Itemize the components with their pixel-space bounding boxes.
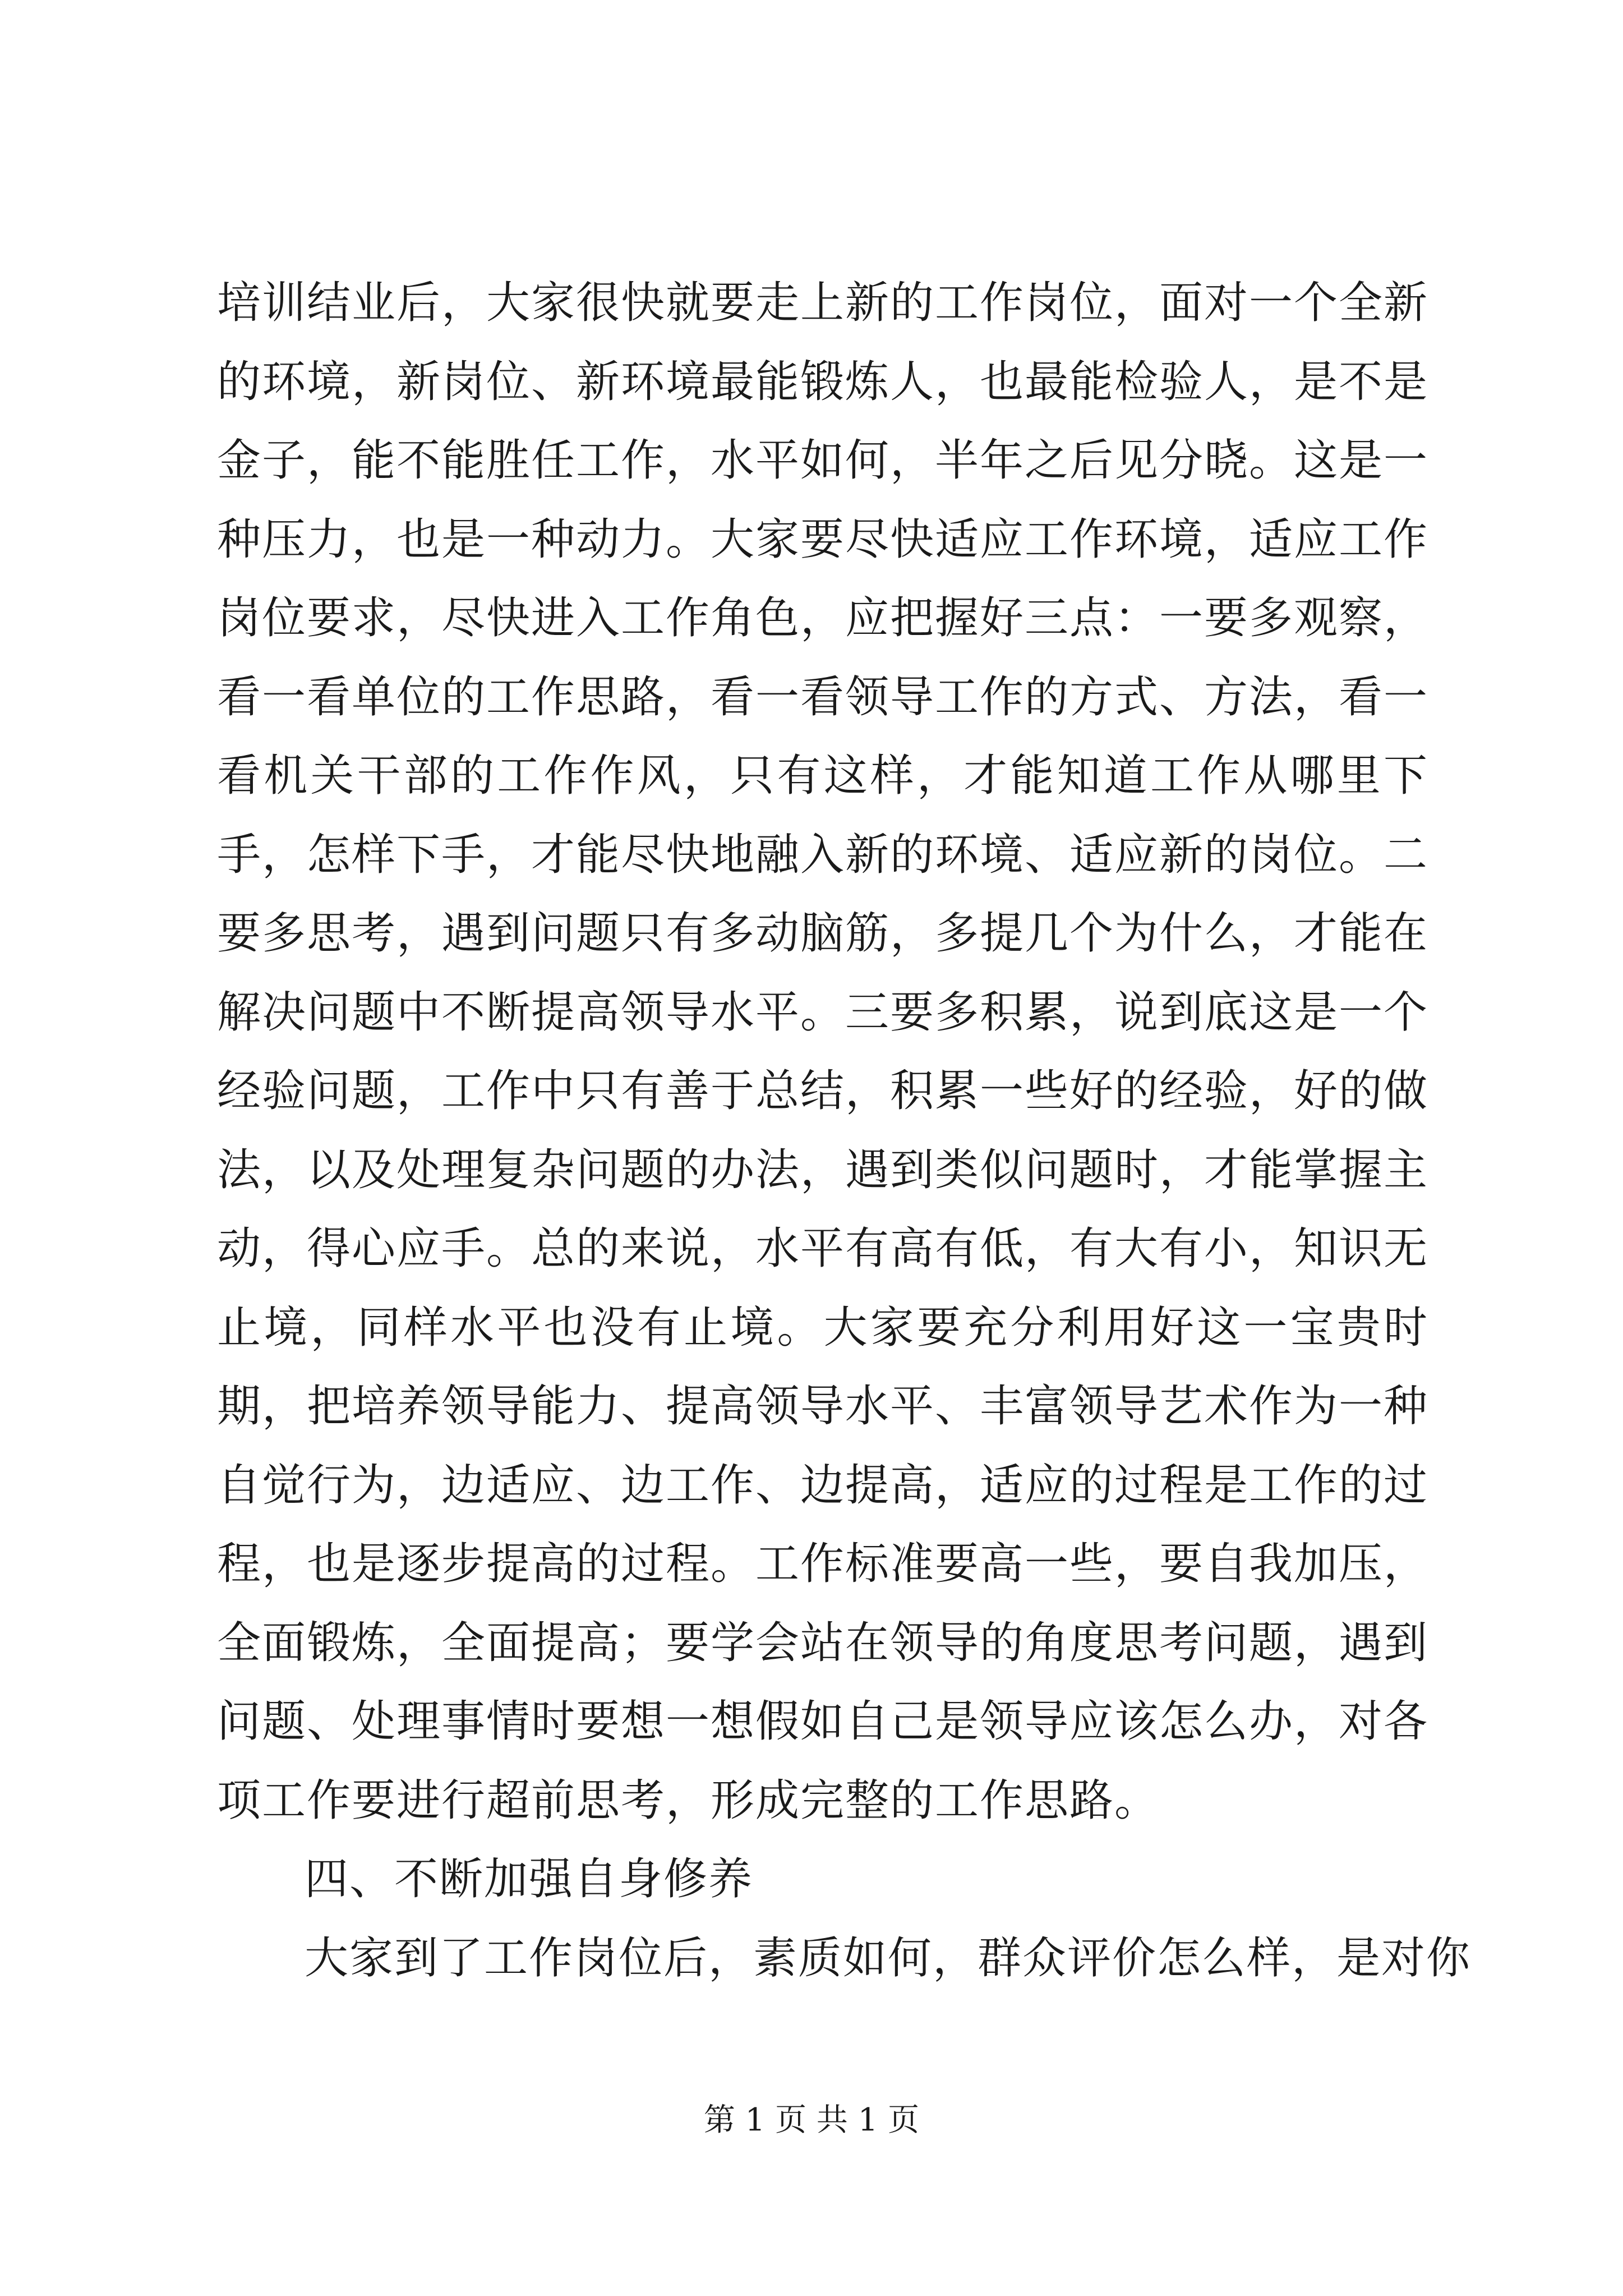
- section-heading: 四、不断加强自身修养: [305, 1854, 754, 1904]
- document-body: [217, 264, 1472, 1998]
- next-paragraph: 大家到了工作岗位后，素质如何，群众评价怎么样，是对你: [305, 1932, 1472, 1984]
- page-footer: 第 1 页 共 1 页: [703, 2102, 920, 2138]
- main-paragraph: 培训结业后，大家很快就要走上新的工作岗位，面对一个全新的环境，新岗位、新环境最能锻炼人，也最能检验人，是不是金子，能不能胜任工作，水平如何，半年之后见分晓。这是一种压力，也是一种动力。大家要尽快适应工作环境，适应工作岗位要求，尽快进入工作角色，应把握好三点：一要多观察，看一看单位的工作思路，看一看领导工作的方式、方法，看一看机关干部的工作作风，只有这样，才能知道工作从哪里下手，怎样下手，才能尽快地融入新的环境、适应新的岗位。二要多思考，遇到问题只有多动脑筋，多提几个为什么，才能在解决问题中不断提高领导水平。三要多积累，说到底这是一个经验问题，工作中只有善于总结，积累一些好的经验，好的做法，以及处理复杂问题的办法，遇到类似问题时，才能掌握主动，得心应手。总的来说，水平有高有低，有大有小，知识无止境，同样水平也没有止境。大家要充分利用好这一宝贵时期，把培养领导能力、提高领导水平、丰富领导艺术作为一种自觉行为，边适应、边工作、边提高，适应的过程是工作的过程，也是逐步提高的过程。工作标准要高一些，要自我加压，全面锻炼，全面提高；要学会站在领导的角度思考问题，遇到问题、处理事情时要想一想假如自己是领导应该怎么办，对各项工作要进行超前思考，形成完整的工作思路。: [217, 278, 1429, 1826]
